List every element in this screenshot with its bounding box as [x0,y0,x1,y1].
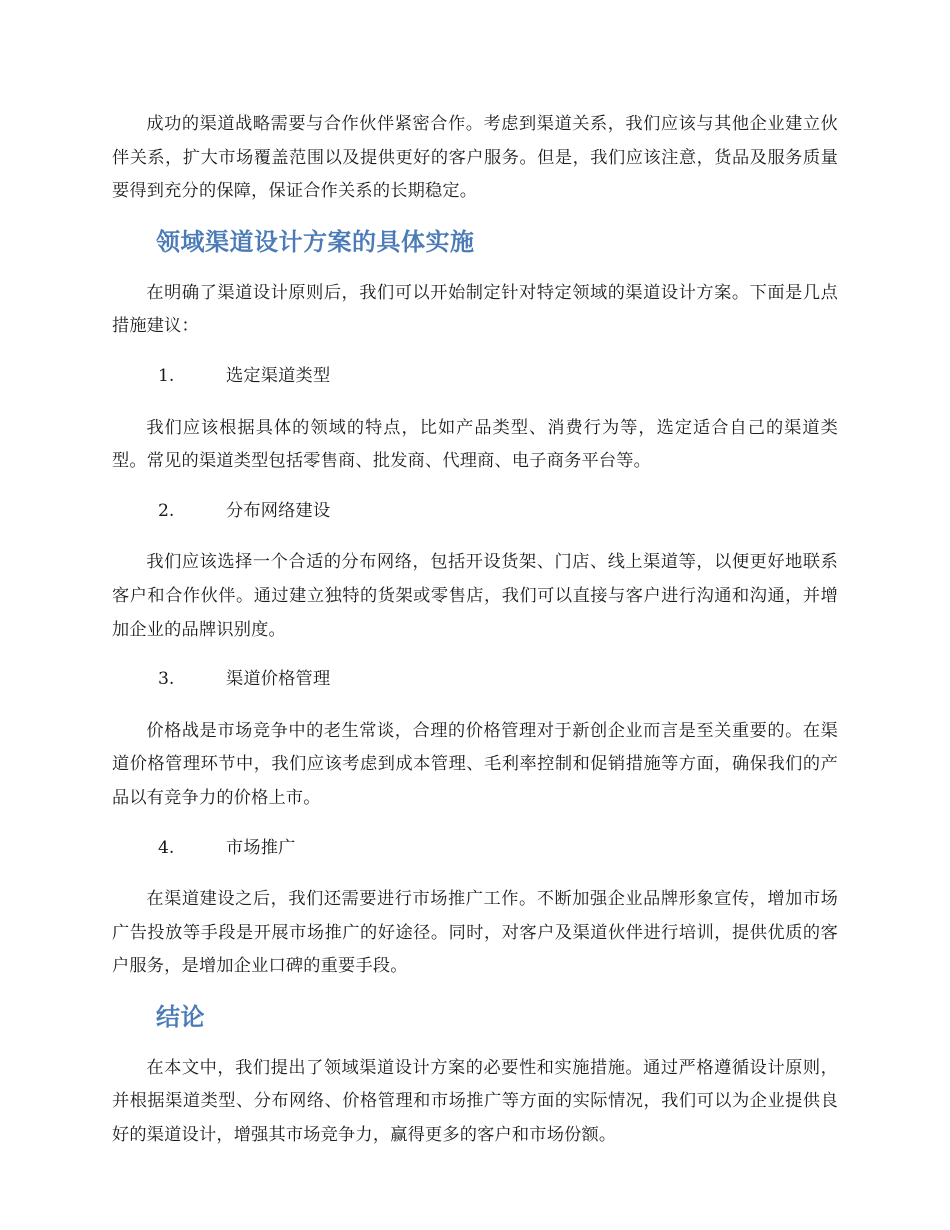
list-number: 1. [158,365,175,386]
list-item-1-body: 我们应该根据具体的领域的特点，比如产品类型、消费行为等，选定适合自己的渠道类型。常见的渠道类型包括零售商、批发商、代理商、电子商务平台等。 [112,417,838,472]
list-item-4 [112,832,838,866]
list-number: 2. [158,500,175,521]
intro-paragraph: 成功的渠道战略需要与合作伙伴紧密合作。考虑到渠道关系，我们应该与其他企业建立伙伴关系，扩大市场覆盖范围以及提供更好的客户服务。但是，我们应该注意，货品及服务质量要得到充分的保障，保证合作关系的长期稳定。 [112,114,838,202]
list-item-3 [112,663,838,697]
list-item-4-body: 在渠道建设之后，我们还需要进行市场推广工作。不断加强企业品牌形象宣传，增加市场广告投放等手段是开展市场推广的好途径。同时，对客户及渠道伙伴进行培训，提供优质的客户服务，是增加企业口碑的重要手段。 [112,889,838,977]
list-label: 市场推广 [226,837,296,858]
list-number: 4. [158,837,175,858]
list-item-3-body: 价格战是市场竞争中的老生常谈，合理的价格管理对于新创企业而言是至关重要的。在渠道价格管理环节中，我们应该考虑到成本管理、毛利率控制和促销措施等方面，确保我们的产品以有竞争力的价格上市。 [112,720,838,808]
section-heading-conclusion: 结论 [156,1002,205,1031]
list-label: 分布网络建设 [226,500,331,521]
list-label: 渠道价格管理 [226,669,331,690]
list-item-2-body: 我们应该选择一个合适的分布网络，包括开设货架、门店、线上渠道等，以便更好地联系客户和合作伙伴。通过建立独特的货架或零售店，我们可以直接与客户进行沟通和沟通，并增加企业的品牌识别度。 [112,552,838,640]
conclusion-paragraph: 在本文中，我们提出了领域渠道设计方案的必要性和实施措施。通过严格遵循设计原则，并根据渠道类型、分布网络、价格管理和市场推广等方面的实际情况，我们可以为企业提供良好的渠道设计，增强其市场竞争力，赢得更多的客户和市场份额。 [112,1057,838,1146]
implementation-intro-paragraph: 在明确了渠道设计原则后，我们可以开始制定针对特定领域的渠道设计方案。下面是几点措施建议： [112,282,838,337]
list-number: 3. [158,669,175,690]
section-heading-implementation: 领域渠道设计方案的具体实施 [156,227,475,256]
list-item-1 [112,360,838,394]
list-label: 选定渠道类型 [226,365,331,386]
list-item-2 [112,495,838,529]
